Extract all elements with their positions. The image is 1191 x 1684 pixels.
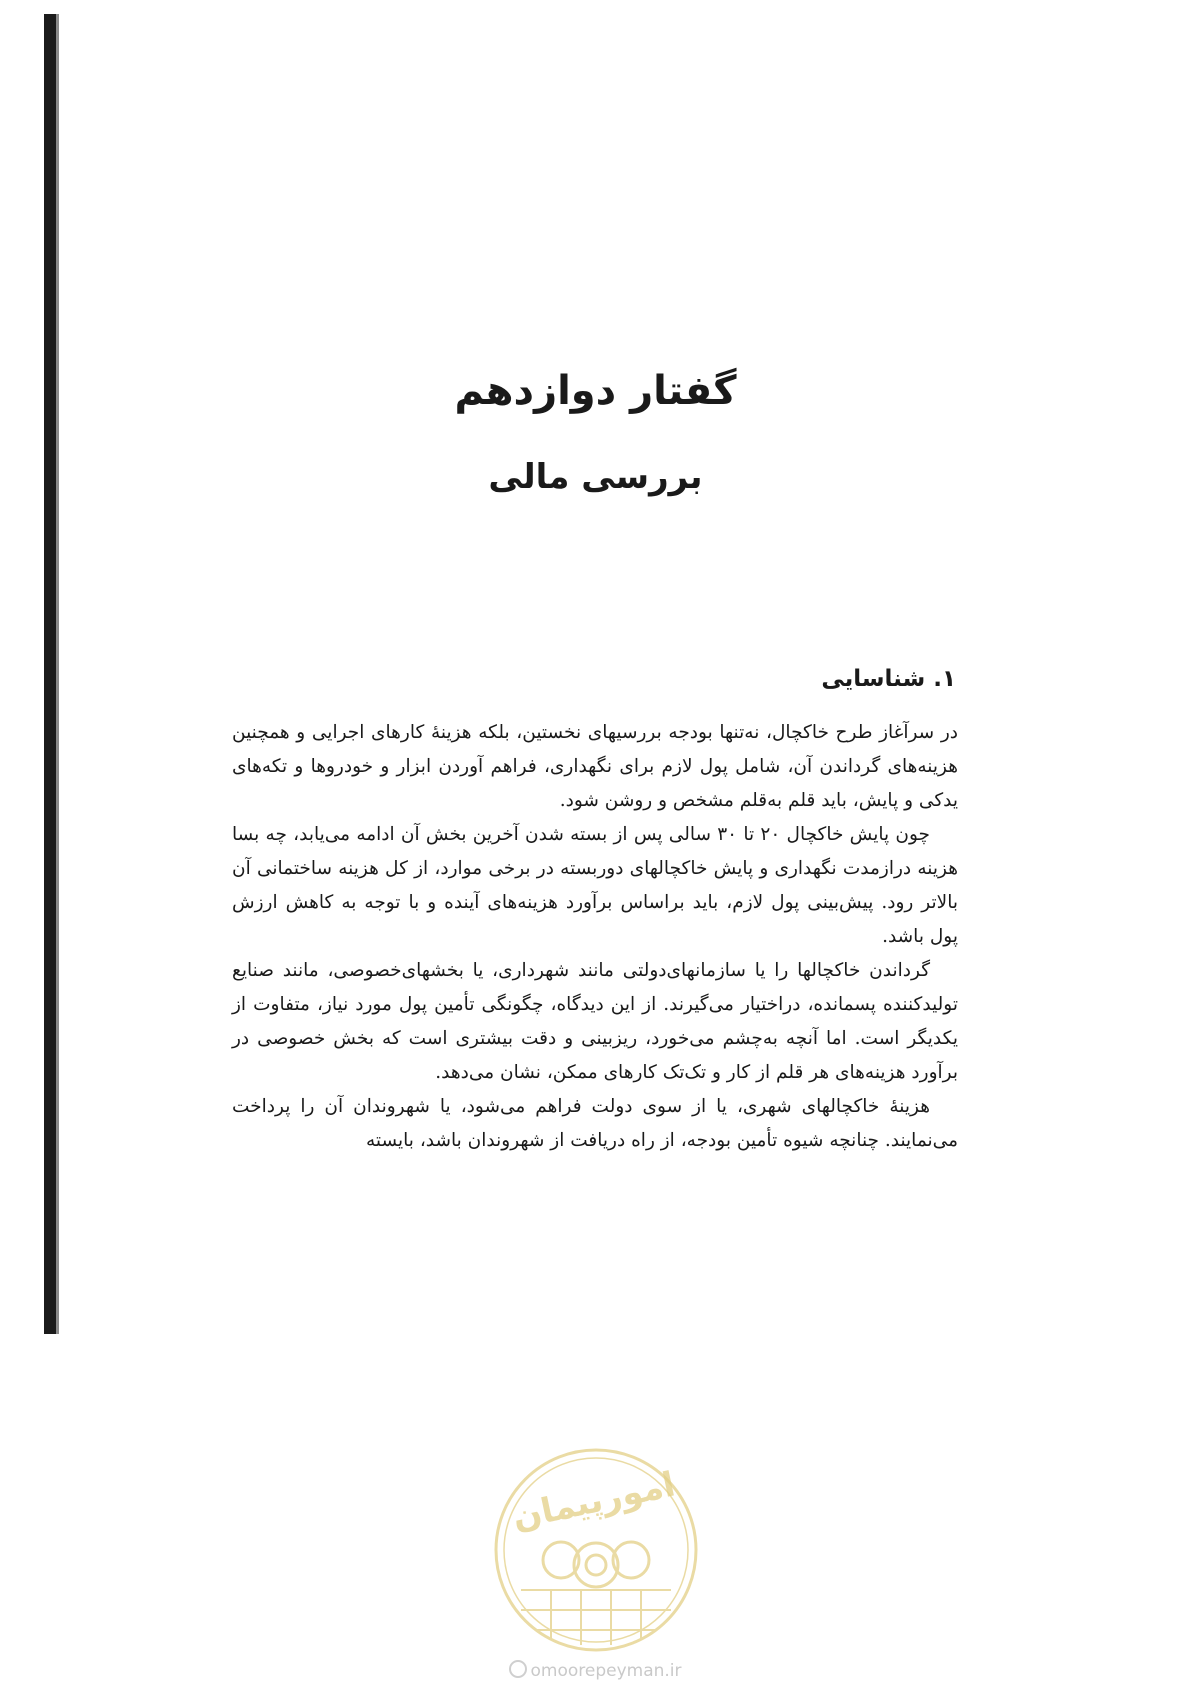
paragraph: چون پایش خاکچال ۲۰ تا ۳۰ سالی پس از بسته شدن آخرین بخش آن ادامه می‌یابد، چه بسا هزینه درازمدت نگهداری و پایش خاکچالهای دوربسته در برخی موارد، از کل هزینه ساختمانی آن بالاتر رود. پیش‌بینی پول لازم، باید براساس برآورد هزینه‌های آینده و با توجه به کاهش ارزش پول باشد. xyxy=(232,824,958,947)
paragraph: هزینهٔ خاکچالهای شهری، یا از سوی دولت فراهم می‌شود، یا شهروندان آن را پرداخت می‌نمایند. چنانچه شیوه تأمین بودجه، از راه دریافت از شهروندان باشد، بایسته xyxy=(232,1096,958,1151)
chapter-title: گفتار دوازدهم xyxy=(454,368,737,414)
section-heading: ۱. شناسایی xyxy=(821,666,956,692)
watermark-logo xyxy=(481,1440,711,1660)
globe-icon xyxy=(509,1660,527,1678)
watermark-logo-text: امورپیمان xyxy=(508,1464,679,1538)
watermark-url xyxy=(0,1660,1191,1681)
scan-binding-edge xyxy=(44,14,56,1334)
paragraph: گرداندن خاکچالها را یا سازمانهای‌دولتی مانند شهرداری، یا بخشهای‌خصوصی، مانند صنایع تولیدکننده پسمانده، دراختیار می‌گیرند. از این دیدگاه، چگونگی تأمین پول مورد نیاز، متفاوت از یکدیگر است. اما آنچه به‌چشم می‌خورد، ریزبینی و دقت بیشتری است که بخش خصوصی در برآورد هزینه‌های هر قلم از کار و تک‌تک کارهای ممکن، نشان می‌دهد. xyxy=(232,960,958,1083)
watermark-url-text: omoorepeyman.ir xyxy=(530,1661,682,1681)
chapter-subtitle: بررسی مالی xyxy=(488,457,703,497)
body-text xyxy=(232,716,958,1158)
scan-binding-shadow xyxy=(56,14,59,1334)
paragraph: در سرآغاز طرح خاکچال، نه‌تنها بودجه بررسیهای نخستین، بلکه هزینهٔ کارهای اجرایی و همچنین هزینه‌های گرداندن آن، شامل پول لازم برای نگهداری، فراهم آوردن ابزار و خودروها و تکه‌های یدکی و پایش، باید قلم به‌قلم مشخص و روشن شود. xyxy=(232,722,958,811)
